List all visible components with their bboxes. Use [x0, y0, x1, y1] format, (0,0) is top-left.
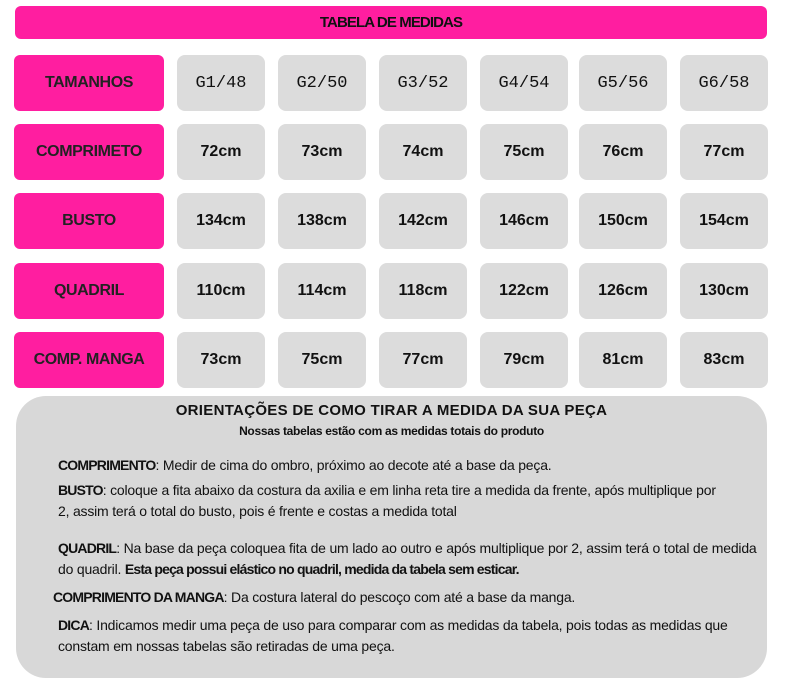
guide-item-dica [58, 615, 738, 657]
row-label-comprimeto: COMPRIMETO [14, 124, 164, 180]
measure-cell: 138cm [278, 193, 366, 249]
guide-title: ORIENTAÇÕES DE COMO TIRAR A MEDIDA DA SUA PEÇA [175, 402, 608, 419]
measure-cell: 126cm [579, 263, 667, 319]
measure-cell: 77cm [680, 124, 768, 180]
measure-cell: 110cm [177, 263, 265, 319]
table-title: TABELA DE MEDIDAS [319, 14, 463, 31]
guide-item-quadril [58, 538, 758, 580]
table-row-manga [14, 332, 770, 388]
measure-cell: 75cm [278, 332, 366, 388]
measure-cell: 81cm [579, 332, 667, 388]
measure-cell: 73cm [278, 124, 366, 180]
guide-text: : Indicamos medir uma peça de uso para comparar com as medidas da tabela, pois todas as medidas que constam em nossas tabelas são retiradas de uma peça. [58, 617, 728, 654]
table-row-quadril [14, 263, 770, 319]
row-label-comp-manga: COMP. MANGA [14, 332, 164, 388]
guide-text: : Medir de cima do ombro, próximo ao decote até a base da peça. [155, 457, 552, 473]
measure-cell: 154cm [680, 193, 768, 249]
guide-emphasis: Esta peça possui elástico no quadril, medida da tabela sem esticar. [124, 561, 519, 577]
measure-cell: 118cm [379, 263, 467, 319]
row-label-tamanhos: TAMANHOS [14, 55, 164, 111]
measure-cell: 122cm [480, 263, 568, 319]
guide-item-comprimento [58, 455, 748, 476]
table-row-sizes [14, 55, 770, 111]
measure-cell: 114cm [278, 263, 366, 319]
measure-cell: 83cm [680, 332, 768, 388]
measure-cell: 150cm [579, 193, 667, 249]
guide-term: COMPRIMENTO DA MANGA [53, 589, 224, 605]
measure-cell: 76cm [579, 124, 667, 180]
size-cell: G6/58 [680, 55, 768, 111]
guide-subtitle: Nossas tabelas estão com as medidas totais do produto [239, 424, 544, 438]
measure-cell: 73cm [177, 332, 265, 388]
measure-cell: 77cm [379, 332, 467, 388]
guide-term: QUADRIL [58, 540, 117, 556]
size-cell: G4/54 [480, 55, 568, 111]
guide-text: : coloque a fita abaixo da costura da axilia e em linha reta tire a medida da frente, após multiplique por 2, assim terá o total do busto, pois é frente e costas a medida total [58, 482, 716, 519]
measurement-guide-panel [16, 396, 767, 678]
guide-item-busto [58, 480, 718, 522]
table-title-bar [15, 6, 767, 39]
guide-text: : Da costura lateral do pescoço com até a base da manga. [223, 589, 576, 605]
measure-cell: 75cm [480, 124, 568, 180]
guide-term: COMPRIMENTO [58, 457, 156, 473]
measure-cell: 142cm [379, 193, 467, 249]
row-label-busto: BUSTO [14, 193, 164, 249]
guide-text: : Na base da peça coloquea fita de um lado ao outro e após multiplique por 2, assim terá o total de medida do quadril. [58, 540, 757, 577]
size-cell: G3/52 [379, 55, 467, 111]
guide-term: DICA [58, 617, 90, 633]
measure-cell: 74cm [379, 124, 467, 180]
size-cell: G2/50 [278, 55, 366, 111]
size-cell: G1/48 [177, 55, 265, 111]
guide-term: BUSTO [58, 482, 103, 498]
guide-item-manga [53, 587, 753, 608]
measure-cell: 134cm [177, 193, 265, 249]
table-row-busto [14, 193, 770, 249]
measure-cell: 146cm [480, 193, 568, 249]
row-label-quadril: QUADRIL [14, 263, 164, 319]
measure-cell: 130cm [680, 263, 768, 319]
measure-cell: 79cm [480, 332, 568, 388]
size-cell: G5/56 [579, 55, 667, 111]
table-row-comprimento [14, 124, 770, 180]
measure-cell: 72cm [177, 124, 265, 180]
